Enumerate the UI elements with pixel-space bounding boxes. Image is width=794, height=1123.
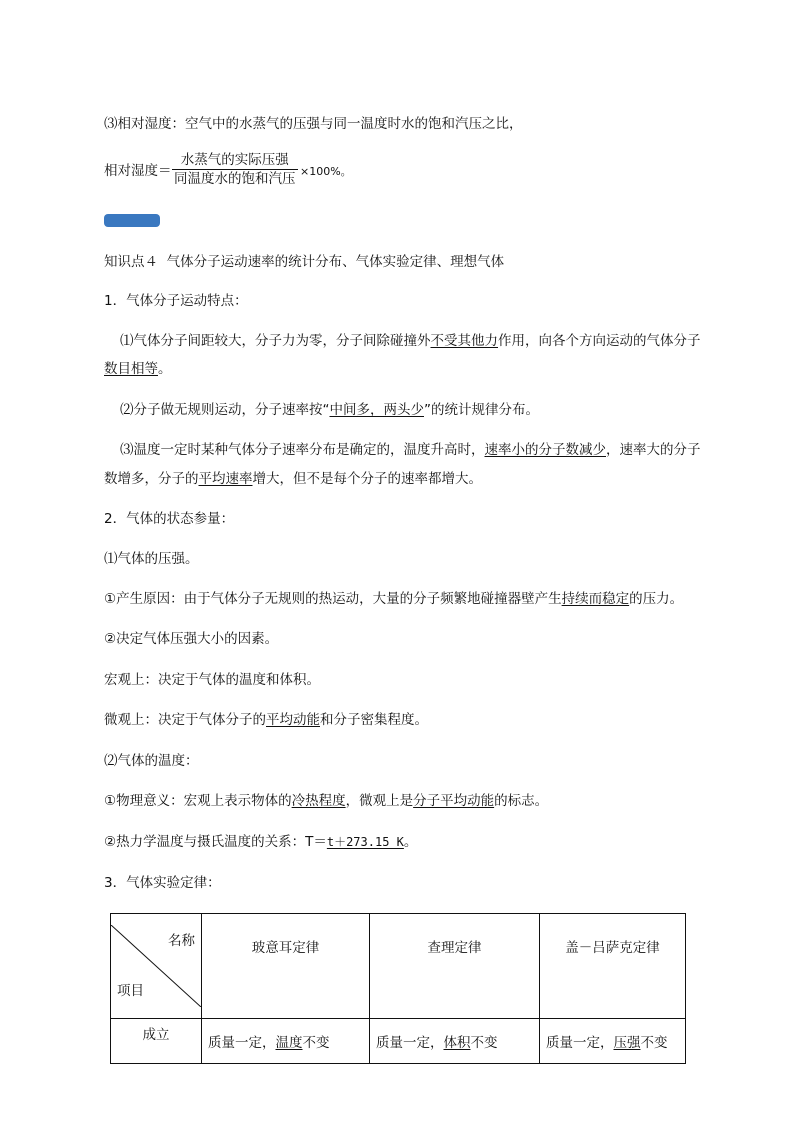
condition-charles: 质量一定，体积不变 <box>370 1019 540 1064</box>
gas-motion-point-3-line1: ⑶温度一定时某种气体分子速率分布是确定的，温度升高时，速率小的分子数减少，速率大的分子 <box>120 442 701 458</box>
table-row <box>111 1019 686 1064</box>
gas-motion-point-2: ⑵分子做无规则运动，分子速率按“中间多，两头少”的统计规律分布。 <box>120 402 539 418</box>
relative-humidity-formula-rhs: ×100%。 <box>300 165 352 178</box>
corner-label-name: 名称 <box>168 933 195 949</box>
section-marker-bar <box>104 214 160 227</box>
gas-motion-point-1-line2: 数目相等。 <box>104 361 172 377</box>
gas-laws-table <box>110 913 686 1064</box>
pressure-cause: ①产生原因：由于气体分子无规则的热运动，大量的分子频繁地碰撞器壁产生持续而稳定的压力。 <box>104 591 684 607</box>
table-corner-cell <box>111 914 202 1019</box>
fraction-denominator: 同温度水的饱和汽压 <box>174 171 296 187</box>
table-header-row <box>111 914 686 1019</box>
header-boyle-law: 玻意耳定律 <box>202 914 370 1019</box>
relative-humidity-formula-lhs: 相对湿度＝ <box>104 163 172 179</box>
pressure-factors: ②决定气体压强大小的因素。 <box>104 631 279 647</box>
pressure-subtitle: ⑴气体的压强。 <box>104 551 199 567</box>
knowledge-point-heading: 知识点４ 气体分子运动速率的统计分布、气体实验定律、理想气体 <box>104 254 505 270</box>
condition-boyle: 质量一定，温度不变 <box>202 1019 370 1064</box>
corner-label-item: 项目 <box>117 983 144 999</box>
gas-motion-point-1-line1: ⑴气体分子间距较大，分子力为零，分子间除碰撞外不受其他力作用，向各个方向运动的气体分子 <box>120 333 701 349</box>
pressure-macro: 宏观上：决定于气体的温度和体积。 <box>104 672 320 688</box>
row-label-condition: 成立 <box>111 1019 202 1064</box>
temperature-meaning: ①物理意义：宏观上表示物体的冷热程度，微观上是分子平均动能的标志。 <box>104 793 549 809</box>
fraction-numerator: 水蒸气的实际压强 <box>180 152 289 168</box>
condition-gay-lussac: 质量一定，压强不变 <box>540 1019 686 1064</box>
relative-humidity-fraction <box>172 151 298 188</box>
header-gay-lussac-law: 盖－吕萨克定律 <box>540 914 686 1019</box>
pressure-micro: 微观上：决定于气体分子的平均动能和分子密集程度。 <box>104 712 428 728</box>
section-2-title: 2．气体的状态参量： <box>104 511 235 527</box>
relative-humidity-definition: ⑶相对湿度：空气中的水蒸气的压强与同一温度时水的饱和汽压之比， <box>104 116 523 132</box>
header-charles-law: 查理定律 <box>370 914 540 1019</box>
temperature-subtitle: ⑵气体的温度： <box>104 753 199 769</box>
section-3-title: 3．气体实验定律： <box>104 875 221 891</box>
gas-motion-point-3-line2: 数增多，分子的平均速率增大，但不是每个分子的速率都增大。 <box>104 471 482 487</box>
temperature-relation: ②热力学温度与摄氏温度的关系：T＝t＋273.15 K。 <box>104 834 418 850</box>
section-1-title: 1．气体分子运动特点： <box>104 293 248 309</box>
